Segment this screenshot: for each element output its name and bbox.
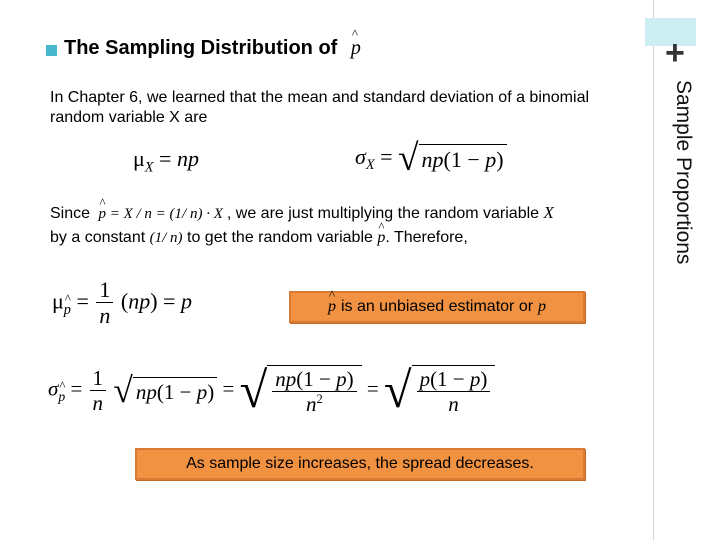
intro-paragraph: In Chapter 6, we learned that the mean and standard deviation of a binomial random variable X are bbox=[50, 89, 590, 126]
unbiased-callout: ^ p is an unbiased estimator or p bbox=[289, 291, 585, 323]
p-hat-symbol: ^ p bbox=[351, 37, 361, 60]
since-paragraph: Since ^ p = X / n = (1/ n) · X , we are just multiplying the random variable X by a constant (1/ n) to get the random variable ^ p. Therefore, bbox=[50, 201, 640, 250]
formula-mean-phat: μ^ $_p$ = $\frac{1}{n}$ (np) = p bbox=[52, 278, 192, 328]
sidebar-divider bbox=[653, 0, 654, 540]
formula-mean-x: $\mu_X$ = np bbox=[133, 146, 199, 176]
formula-sd-x: $\sigma_X$ = √ np(1 − p) bbox=[355, 140, 507, 177]
formula-sd-phat: σ^ $_p$ = $\frac{1}{n}$ √ np(1 − p) = √ $\frac{np(1 - p)}{n^2}$ = √ $\frac{p(1 - p)}{n}$ bbox=[48, 365, 495, 416]
spread-callout: As sample size increases, the spread decreases. bbox=[135, 448, 585, 480]
section-title: Sample Proportions bbox=[672, 80, 695, 265]
slide-title: The Sampling Distribution of ^ p bbox=[64, 37, 361, 60]
square-bullet-icon bbox=[46, 45, 57, 56]
plus-icon: + bbox=[665, 34, 685, 72]
